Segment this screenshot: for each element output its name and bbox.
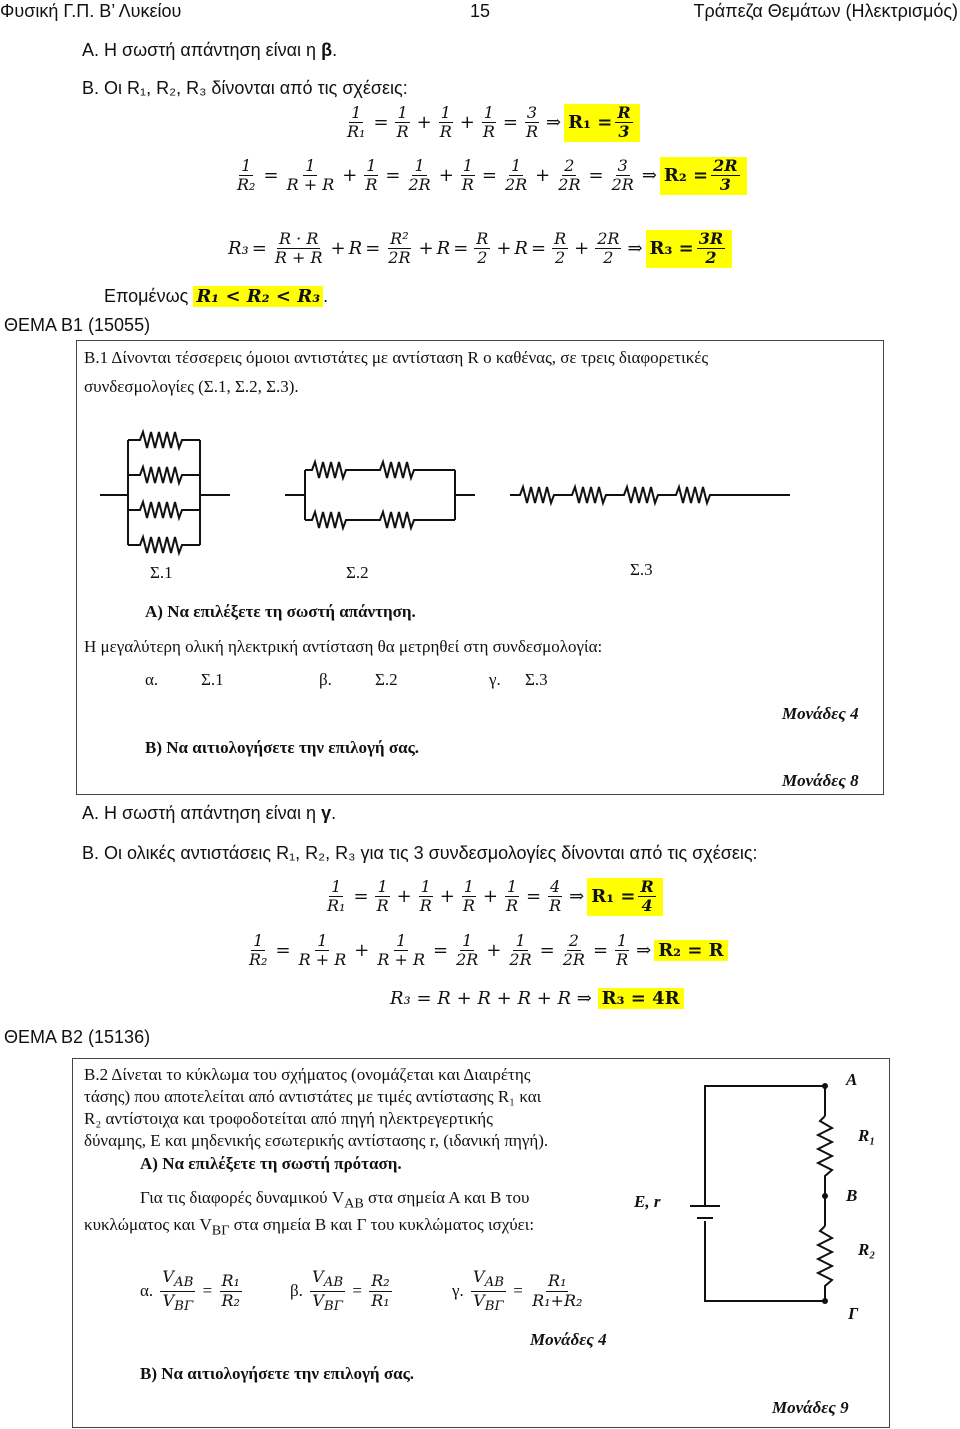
circuit-label-b: B xyxy=(846,1186,858,1205)
equation-r2: $\frac{1}{\text{R₂}}$ = $\frac{1}{R + R}$ + $\frac{1}{R}$ = $\frac{1}{2R}$ + $\frac{1}{R}$ = $\frac{1}{2R}$ + $\frac{2}{2R}$ = $\frac{3}{2R}$ ⇒ R₂ = $\frac{2R}{3}$ xyxy=(232,157,747,195)
header-right: Τράπεζα Θεμάτων (Ηλεκτρισμός) xyxy=(693,1,958,21)
circuit-label-a: A xyxy=(846,1070,858,1089)
prev-b-intro: Β. Οι R₁, R₂, R₃ δίνονται από τις σχέσεις: xyxy=(82,78,408,98)
circuit-label-r1: R₁ xyxy=(858,1126,876,1145)
b2-points-a: Μονάδες 4 xyxy=(530,1330,607,1349)
therefore-line: Επομένως R₁ < R₂ < R₃ . xyxy=(104,286,329,307)
b1-equation-r1: $\frac{1}{\text{R₁}}$ = $\frac{1}{R}$ + $\frac{1}{R}$ + $\frac{1}{R}$ + $\frac{1}{R}$ = $\frac{4}{R}$ ⇒ R₁ = $\frac{R}{4}$ xyxy=(322,878,663,916)
circuit-label-r2: R₂ xyxy=(858,1240,876,1259)
b1-equation-r2: $\frac{1}{\text{R₂}}$ = $\frac{1}{R + R}$ + $\frac{1}{R + R}$ = $\frac{1}{2R}$ + $\frac{1}{2R}$ = $\frac{2}{2R}$ = $\frac{1}{R}$ ⇒ R₂ = R xyxy=(244,932,728,970)
thema-b1-title: ΘΕΜΑ Β1 (15055) xyxy=(4,315,151,335)
circuit-label-g: Γ xyxy=(848,1304,859,1323)
thema-b2-title: ΘΕΜΑ Β2 (15136) xyxy=(4,1027,151,1047)
header-page-number: 15 xyxy=(470,1,491,21)
b1-equation-r3: R₃ = R + R + R + R ⇒ R₃ = 4R xyxy=(390,988,684,1009)
b1-points-b: Μονάδες 8 xyxy=(782,771,859,790)
b2-points-b: Μονάδες 9 xyxy=(772,1398,849,1417)
circuit-label-e: E, r xyxy=(634,1192,661,1211)
label-s2: Σ.2 xyxy=(346,563,369,582)
b1-b-intro: Β. Οι ολικές αντιστάσεις R₁, R₂, R₃ για τις 3 συνδεσμολογίες δίνονται από τις σχέσεις: xyxy=(82,843,758,863)
b1-part-a: Α) Να επιλέξετε τη σωστή απάντηση. xyxy=(145,602,416,621)
equation-r3: R₃ = $\frac{R \cdot R}{R + R}$ + R = $\frac{\text{R²}}{2R}$ + R = $\frac{R}{2}$ + R = $\frac{R}{2}$ + $\frac{2R}{2}$ ⇒ R₃ = $\frac{3R}{2}$ xyxy=(228,230,732,268)
label-s1: Σ.1 xyxy=(150,563,173,582)
label-s3: Σ.3 xyxy=(630,560,653,579)
b1-circuits-diagram xyxy=(90,420,880,590)
b2-statement: Β.2 Δίνεται το κύκλωμα του σχήματος (ονομάζεται και Διαιρέτης τάσης) που αποτελείται από αντιστάτες με τιμές αντίστασης R₁ και R₂ αντίστοιχα και τροφοδοτείται από πηγή ηλεκτρεγερτικής δύναμης, E και μηδενικής εσωτερικής αντίστασης r, (ιδανική πηγή). xyxy=(84,1065,549,1150)
b2-option-c: γ. $\frac{V_{AB}}{V_{B\Gamma}}$ = $\frac{\text{R₁}}{\text{R₁+R₂}}$ xyxy=(452,1267,583,1314)
b1-answer-a: Α. Η σωστή απάντηση είναι η γ. xyxy=(82,803,337,823)
b2-question: Για τις διαφορές δυναμικού $V_{AB}$ στα σημεία Α και Β του κυκλώματος και $V_{B\Gamma}$ στα σημεία Β και Γ του κυκλώματος ισχύει: xyxy=(84,1188,535,1239)
b1-options: α. Σ.1 β. Σ.2 γ. Σ.3 xyxy=(145,670,548,689)
equation-r1: $\frac{1}{\text{R₁}}$ = $\frac{1}{R}$ + $\frac{1}{R}$ + $\frac{1}{R}$ = $\frac{3}{R}$ ⇒ R₁ = $\frac{R}{3}$ xyxy=(342,104,640,142)
prev-answer-a: Α. Η σωστή απάντηση είναι η β. xyxy=(82,40,338,60)
b1-question: Η μεγαλύτερη ολική ηλεκτρική αντίσταση θα μετρηθεί στη συνδεσμολογία: xyxy=(84,637,603,656)
b2-part-a: Α) Να επιλέξετε τη σωστή πρόταση. xyxy=(140,1154,402,1173)
b2-option-a: α. $\frac{V_{AB}}{V_{B\Gamma}}$ = $\frac{\text{R₁}}{\text{R₂}}$ xyxy=(140,1267,240,1314)
header-left: Φυσική Γ.Π. Β’ Λυκείου xyxy=(0,1,182,21)
b2-part-b: Β) Να αιτιολογήσετε την επιλογή σας. xyxy=(140,1364,414,1383)
b1-statement: Β.1 Δίνονται τέσσερεις όμοιοι αντιστάτες με αντίσταση R ο καθένας, σε τρεις διαφορετικές συνδεσμολογίες (Σ.1, Σ.2, Σ.3). xyxy=(84,348,709,396)
b1-part-b: Β) Να αιτιολογήσετε την επιλογή σας. xyxy=(145,738,419,757)
b1-points-a: Μονάδες 4 xyxy=(782,704,859,723)
b2-option-b: β. $\frac{V_{AB}}{V_{B\Gamma}}$ = $\frac{\text{R₂}}{\text{R₁}}$ xyxy=(290,1267,390,1314)
